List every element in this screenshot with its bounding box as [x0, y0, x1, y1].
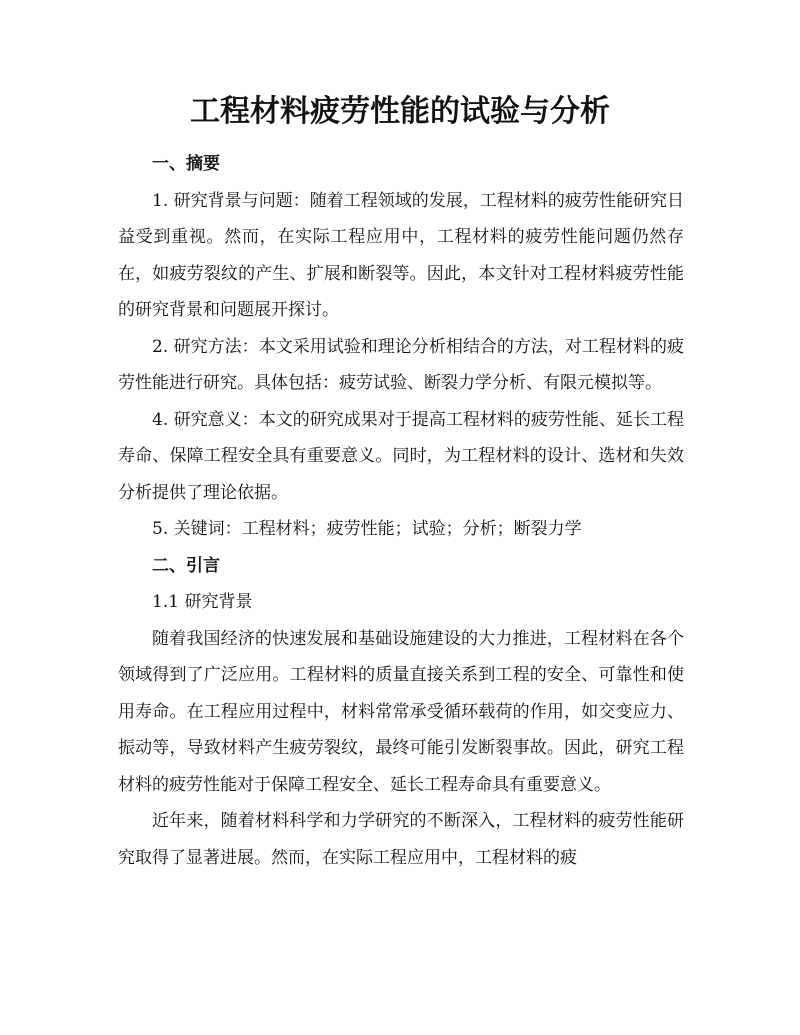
abstract-paragraph-background: 1. 研究背景与问题：随着工程领域的发展，工程材料的疲劳性能研究日益受到重视。然而，在实际工程应用中，工程材料的疲劳性能问题仍然存在，如疲劳裂纹的产生、扩展和断裂等。因此，本文针对工程材料疲劳性能的研究背景和问题展开探讨。	[118, 190, 684, 320]
abstract-paragraph-significance: 4. 研究意义：本文的研究成果对于提高工程材料的疲劳性能、延长工程寿命、保障工程安全具有重要意义。同时，为工程材料的设计、选材和失效分析提供了理论依据。	[118, 409, 684, 503]
section-heading-introduction: 二、引言	[152, 555, 220, 576]
document-body	[118, 146, 684, 876]
document-title: 工程材料疲劳性能的试验与分析	[190, 94, 610, 129]
abstract-paragraph-keywords: 5. 关键词：工程材料；疲劳性能；试验；分析；断裂力学	[152, 519, 582, 539]
intro-paragraph-1: 随着我国经济的快速发展和基础设施建设的大力推进，工程材料在各个领域得到了广泛应用。工程材料的质量直接关系到工程的安全、可靠性和使用寿命。在工程应用过程中，材料常常承受循环载荷的作用，如交变应力、振动等，导致材料产生疲劳裂纹，最终可能引发断裂事故。因此，研究工程材料的疲劳性能对于保障工程安全、延长工程寿命具有重要意义。	[118, 628, 684, 795]
subsection-heading-background: 1.1 研究背景	[152, 592, 253, 612]
section-heading-abstract: 一、摘要	[152, 154, 220, 174]
intro-paragraph-2: 近年来，随着材料科学和力学研究的不断深入，工程材料的疲劳性能研究取得了显著进展。然而，在实际工程应用中，工程材料的疲	[118, 811, 684, 868]
abstract-paragraph-method: 2. 研究方法：本文采用试验和理论分析相结合的方法，对工程材料的疲劳性能进行研究。具体包括：疲劳试验、断裂力学分析、有限元模拟等。	[118, 336, 684, 393]
